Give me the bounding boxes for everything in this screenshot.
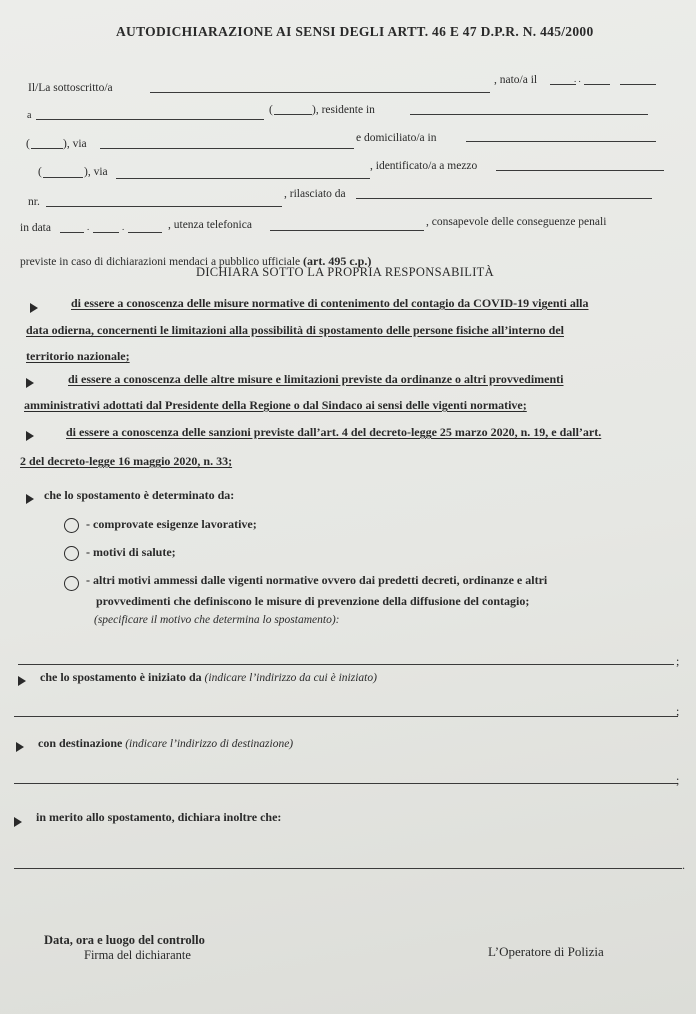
bullet-1-line-3: territorio nazionale; (26, 349, 130, 363)
in-data-label: in data (20, 222, 51, 234)
via-label: ), via (63, 138, 87, 150)
document-number-field[interactable] (46, 206, 282, 207)
option-altri-radio[interactable] (64, 576, 79, 591)
consapevole-label: , consapevole delle conseguenze penali (426, 216, 607, 228)
additional-declaration-field[interactable] (14, 868, 682, 869)
domicile-province-open: ( (38, 166, 42, 178)
option-lavoro-label: - comprovate esigenze lavorative; (86, 517, 257, 531)
motivo-field[interactable] (18, 664, 674, 665)
issue-year-field[interactable] (128, 232, 162, 233)
issue-month-field[interactable] (93, 232, 119, 233)
controllo-label: Data, ora e luogo del controllo (44, 933, 205, 947)
domiciliato-label: e domiciliato/a in (356, 132, 437, 144)
option-altri-label-2: provvedimenti che definiscono le misure di prevenzione della diffusione del contagio; (96, 594, 530, 608)
bullet-2-line-2: amministrativi adottati dal Presidente della Regione o dal Sindaco ai sensi delle vigenti normative; (24, 398, 527, 412)
residence-street-field[interactable] (100, 148, 354, 149)
nr-label: nr. (28, 196, 40, 208)
bullet-1-line-1: di essere a conoscenza delle misure normative di contenimento del contagio da COVID-19 vigenti alla (71, 296, 589, 310)
domicile-street-field[interactable] (116, 178, 370, 179)
merito-text: in merito allo spostamento, dichiara inoltre che: (36, 810, 282, 824)
option-salute-radio[interactable] (64, 546, 79, 561)
bullet-1-line-2: data odierna, concernenti le limitazioni alla possibilità di spostamento delle persone fisiche all’interno del (26, 323, 564, 337)
bullet-2-line-1: di essere a conoscenza delle altre misure e limitazioni previste da ordinanze o altri provvedimenti (68, 372, 564, 386)
rilasciato-label: , rilasciato da (284, 188, 346, 200)
option-salute-label: - motivi di salute; (86, 545, 176, 559)
previste-text: previste in caso di dichiarazioni mendaci a pubblico ufficiale (art. 495 c.p.) (20, 254, 372, 268)
semicolon: ; (676, 654, 680, 668)
bullet-arrow-icon (26, 378, 34, 388)
birth-day-field[interactable] (550, 84, 576, 85)
phone-field[interactable] (270, 230, 424, 231)
destination-address-field[interactable] (14, 783, 678, 784)
form-title: AUTODICHIARAZIONE AI SENSI DEGLI ARTT. 46 E 47 D.P.R. N. 445/2000 (116, 24, 594, 39)
birthplace-label: a (27, 110, 32, 121)
operatore-label: L’Operatore di Polizia (488, 944, 604, 959)
bullet-3-line-2: 2 del decreto-legge 16 maggio 2020, n. 33; (20, 454, 233, 468)
semicolon: ; (676, 704, 680, 718)
final-period: . (682, 858, 685, 872)
issue-day-field[interactable] (60, 232, 84, 233)
residente-label: ), residente in (312, 104, 375, 116)
option-lavoro-radio[interactable] (64, 518, 79, 533)
bullet-arrow-icon (26, 431, 34, 441)
dichiara-heading: DICHIARA SOTTO LA PROPRIA RESPONSABILITÀ (196, 265, 494, 279)
document-type-field[interactable] (496, 170, 664, 171)
domicile-field[interactable] (466, 141, 656, 142)
domicile-via-label: ), via (84, 166, 108, 178)
birth-province-open: ( (269, 104, 273, 116)
origin-address-field[interactable] (14, 716, 678, 717)
bullet-arrow-icon (26, 494, 34, 504)
iniziato-text: che lo spostamento è iniziato da (indicare l’indirizzo da cui è iniziato) (40, 670, 377, 684)
spostamento-lead: che lo spostamento è determinato da: (44, 488, 235, 502)
residence-province-open: ( (26, 138, 30, 150)
sottoscritto-label: Il/La sottoscritto/a (28, 82, 113, 94)
name-field[interactable] (150, 92, 490, 93)
birth-year-field[interactable] (620, 84, 656, 85)
semicolon: ; (676, 773, 680, 787)
issuer-field[interactable] (356, 198, 652, 199)
firma-label: Firma del dichiarante (84, 948, 191, 962)
bullet-3-line-1: di essere a conoscenza delle sanzioni previste dall’art. 4 del decreto-legge 25 marzo 2020, n. 19, e dall’art. (66, 425, 602, 439)
domicile-province-field[interactable] (43, 177, 83, 178)
birth-province-field[interactable] (274, 114, 312, 115)
birth-month-field[interactable] (584, 84, 610, 85)
residence-province-field[interactable] (31, 148, 63, 149)
bullet-arrow-icon (14, 817, 22, 827)
birthplace-field[interactable] (36, 119, 264, 120)
specify-hint: (specificare il motivo che determina lo spostamento): (94, 614, 340, 626)
nato-label: , nato/a il (494, 74, 538, 86)
issue-sep-1: . (87, 222, 90, 232)
issue-sep-2: . (122, 222, 125, 232)
bullet-arrow-icon (16, 742, 24, 752)
option-altri-label: - altri motivi ammessi dalle vigenti normative ovvero dai predetti decreti, ordinanze e altri (86, 573, 548, 587)
bullet-arrow-icon (18, 676, 26, 686)
bullet-arrow-icon (30, 303, 38, 313)
residence-field[interactable] (410, 114, 648, 115)
identificato-label: , identificato/a a mezzo (370, 160, 478, 172)
destinazione-text: con destinazione (indicare l’indirizzo di destinazione) (38, 736, 294, 750)
utenza-label: , utenza telefonica (168, 219, 252, 231)
date-separators: . . (574, 74, 581, 84)
